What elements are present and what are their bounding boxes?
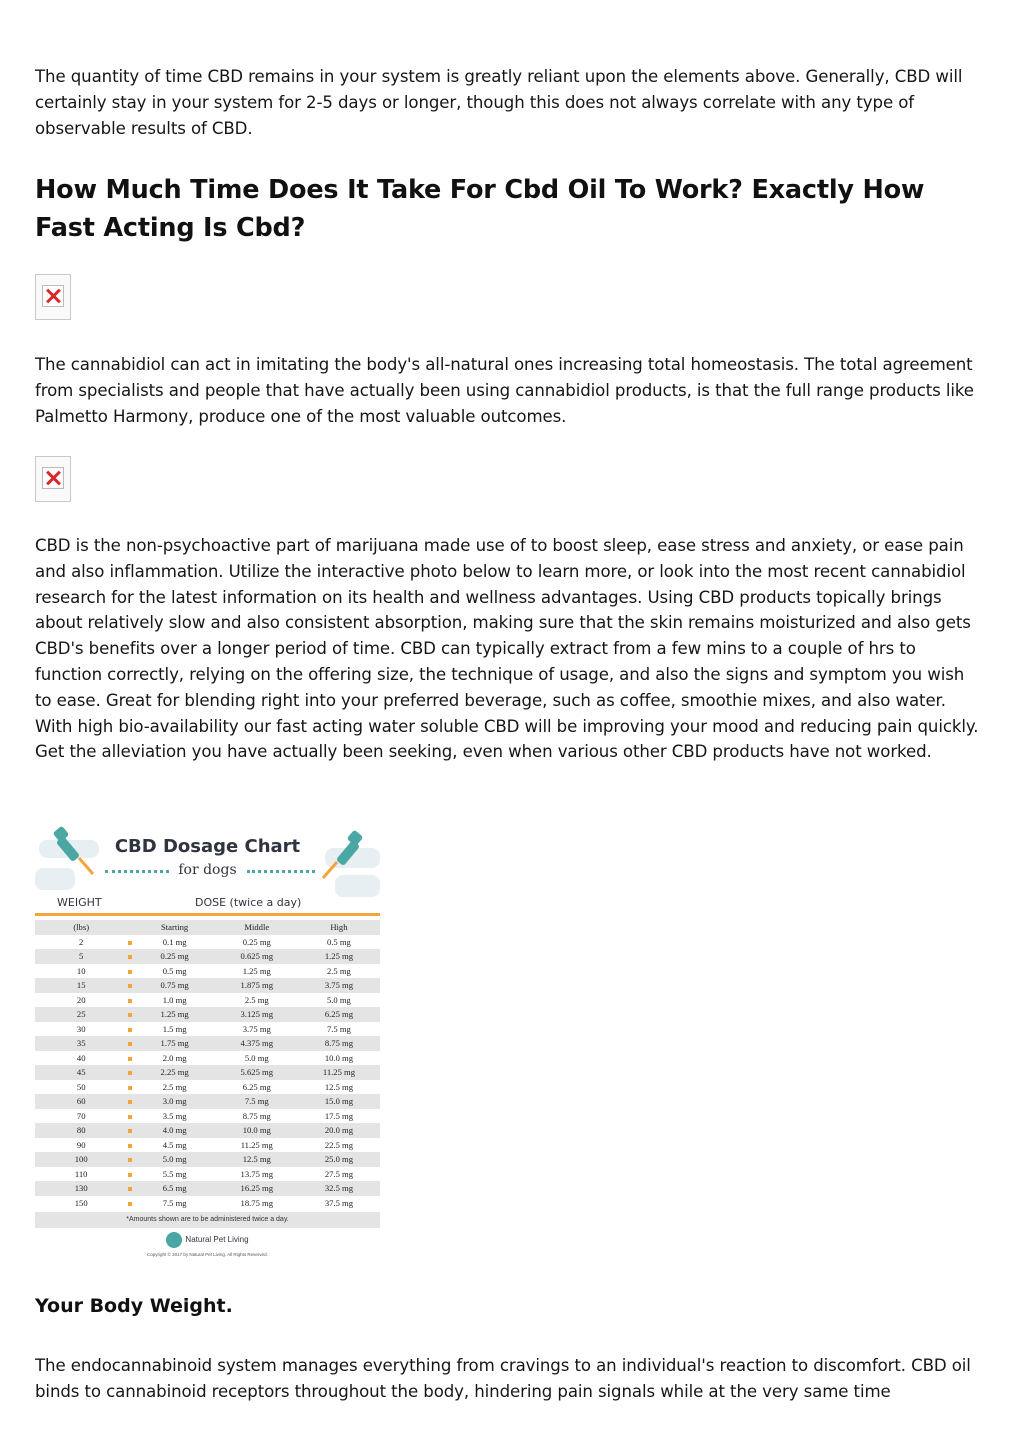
table-cell: 12.5 mg (216, 1152, 298, 1167)
brand-logo-icon (166, 1232, 182, 1248)
table-cell: 5.0 mg (134, 1152, 216, 1167)
table-row (35, 1080, 380, 1095)
table-row (35, 1022, 380, 1037)
section-heading-1: How Much Time Does It Take For Cbd Oil To Work? Exactly How Fast Acting Is Cbd? (35, 175, 925, 243)
table-cell: 8.75 mg (298, 1036, 380, 1051)
table-cell: 60 (35, 1094, 127, 1109)
table-row (35, 949, 380, 964)
table-row (35, 1138, 380, 1153)
table-cell: 150 (74, 1197, 88, 1208)
table-cell: 5.0 mg (244, 1052, 269, 1063)
table-cell: 16.25 mg (216, 1181, 298, 1196)
table-cell: 7.5 mg (162, 1197, 187, 1208)
paragraph-3: CBD is the non-psychoactive part of marijuana made use of to boost sleep, ease stress and anxiety, or ease pain and also inflammation. Utilize the interactive photo below to learn more, or look into the most recent cannabidiol research for the latest information on its health and wellness advantages. Using CBD products topically brings about relatively slow and also consistent absorption, making sure that the skin remains moisturized and also gets CBD's benefits over a longer period of time. CBD can typically extract from a few mins to a couple of hrs to function correctly, relying on the offering size, the technique of usage, and also the signs and symptom you wish to ease. Great for blending right into your preferred beverage, such as coffee, smoothie mixes, and also water. With high bio-availability our fast acting water soluble CBD will be improving your mood and reducing pain quickly. Get the alleviation you have actually been seeking, even when various other CBD products have not worked. (35, 536, 979, 762)
table-row (35, 1065, 380, 1080)
column-header: Middle (216, 920, 298, 935)
table-cell: 20 (76, 994, 86, 1005)
table-cell: 0.1 mg (162, 936, 187, 947)
dosage-table (35, 920, 380, 1210)
table-cell: 8.75 mg (242, 1110, 271, 1121)
table-row (35, 1196, 380, 1211)
table-cell: 37.5 mg (324, 1197, 353, 1208)
table-cell: 40 (76, 1052, 86, 1063)
column-header: Starting (134, 920, 216, 935)
table-cell: 1.75 mg (134, 1036, 216, 1051)
table-cell: 1.0 mg (162, 994, 187, 1005)
brand-name: Natural Pet Living (185, 1235, 249, 1245)
chart-title: CBD Dosage Chart (114, 836, 301, 857)
table-cell: 1.25 mg (134, 1007, 216, 1022)
table-cell: 0.25 mg (134, 949, 216, 964)
table-cell: 50 (76, 1081, 86, 1092)
table-cell: 10.0 mg (216, 1123, 298, 1138)
table-cell: 22.5 mg (324, 1139, 353, 1150)
table-cell: 3.5 mg (162, 1110, 187, 1121)
paragraph-4: The endocannabinoid system manages everything from cravings to an individual's reaction to discomfort. CBD oil binds to cannabinoid receptors throughout the body, hindering pain signals while at the very same time (35, 1356, 971, 1401)
table-cell: 5.5 mg (162, 1168, 187, 1179)
table-row (35, 1109, 380, 1124)
table-cell: 4.375 mg (216, 1036, 298, 1051)
table-cell: 4.5 mg (162, 1139, 187, 1150)
table-cell: 5 (35, 949, 127, 964)
table-cell: 2.25 mg (134, 1065, 216, 1080)
cbd-dosage-chart-image (35, 820, 380, 1265)
table-cell: 1.5 mg (162, 1023, 187, 1034)
table-cell: 1.25 mg (298, 949, 380, 964)
table-cell: 6.25 mg (242, 1081, 271, 1092)
table-cell: 2.0 mg (162, 1052, 187, 1063)
table-cell: 25.0 mg (298, 1152, 380, 1167)
column-header: (lbs) (35, 920, 127, 935)
table-cell: 3.75 mg (242, 1023, 271, 1034)
table-cell: 90 (76, 1139, 86, 1150)
dose-label: DOSE (twice a day) (195, 896, 302, 909)
table-cell: 0.5 mg (162, 965, 187, 976)
table-row (35, 1007, 380, 1022)
table-cell: 3.75 mg (298, 978, 380, 993)
table-cell: 70 (76, 1110, 86, 1121)
header-rule (35, 913, 380, 916)
table-cell: 17.5 mg (324, 1110, 353, 1121)
brand-label (35, 1232, 380, 1248)
table-cell: 2 (79, 936, 84, 947)
table-cell: 3.0 mg (134, 1094, 216, 1109)
table-cell: 11.25 mg (298, 1065, 380, 1080)
table-cell: 10 (76, 965, 86, 976)
weight-label: WEIGHT (57, 896, 102, 909)
table-cell: 13.75 mg (240, 1168, 273, 1179)
table-cell: 20.0 mg (298, 1123, 380, 1138)
table-row (35, 1123, 380, 1138)
table-cell: 15.0 mg (298, 1094, 380, 1109)
table-cell: 18.75 mg (240, 1197, 273, 1208)
table-cell: 1.25 mg (242, 965, 271, 976)
table-row (35, 1181, 380, 1196)
dotted-divider (247, 870, 315, 873)
table-cell: 0.25 mg (242, 936, 271, 947)
table-row (35, 1167, 380, 1182)
table-row (35, 964, 380, 979)
table-row (35, 978, 380, 993)
section-heading-2: Your Body Weight. (35, 1295, 233, 1317)
table-cell: 0.625 mg (216, 949, 298, 964)
table-cell: 5.0 mg (326, 994, 351, 1005)
table-row (35, 935, 380, 950)
table-cell: 15 (35, 978, 127, 993)
table-row (35, 1094, 380, 1109)
table-cell: 6.5 mg (134, 1181, 216, 1196)
column-header: High (298, 920, 380, 935)
table-cell: 12.5 mg (324, 1081, 353, 1092)
chart-footnote: *Amounts shown are to be administered twice a day. (35, 1212, 380, 1228)
table-cell: 80 (35, 1123, 127, 1138)
table-row (35, 993, 380, 1008)
table-row (35, 1051, 380, 1066)
table-cell: 11.25 mg (240, 1139, 273, 1150)
table-cell: 1.875 mg (216, 978, 298, 993)
table-cell: 5.625 mg (216, 1065, 298, 1080)
table-cell: 7.5 mg (326, 1023, 351, 1034)
table-cell: 4.0 mg (134, 1123, 216, 1138)
table-cell: 25 (35, 1007, 127, 1022)
table-cell: 2.5 mg (162, 1081, 187, 1092)
table-cell: 2.5 mg (326, 965, 351, 976)
table-cell: 100 (35, 1152, 127, 1167)
broken-image-icon (35, 456, 71, 502)
paragraph-2: The cannabidiol can act in imitating the body's all-natural ones increasing total homeostasis. The total agreement from specialists and people that have actually been using cannabidiol products, is that the full range products like Palmetto Harmony, produce one of the most valuable outcomes. (35, 355, 974, 426)
table-cell: 0.5 mg (326, 936, 351, 947)
table-cell: 0.75 mg (134, 978, 216, 993)
table-cell: 3.125 mg (216, 1007, 298, 1022)
table-cell: 7.5 mg (216, 1094, 298, 1109)
dotted-divider (105, 870, 169, 873)
table-cell: 32.5 mg (298, 1181, 380, 1196)
table-cell: 30 (76, 1023, 86, 1034)
table-row (35, 1036, 380, 1051)
table-cell: 27.5 mg (324, 1168, 353, 1179)
broken-image-icon (35, 274, 71, 320)
table-cell: 35 (35, 1036, 127, 1051)
table-cell: 110 (74, 1168, 88, 1179)
copyright-text: Copyright © 2017 by Natural Pet Living. All Rights Reserved. (147, 1252, 268, 1257)
table-cell: 45 (35, 1065, 127, 1080)
table-cell: 2.5 mg (244, 994, 269, 1005)
table-cell: 10.0 mg (324, 1052, 353, 1063)
table-cell: 130 (35, 1181, 127, 1196)
paragraph-1: The quantity of time CBD remains in your system is greatly reliant upon the elements above. Generally, CBD will certainly stay in your system for 2-5 days or longer, though this does not always correlate with any type of observable results of CBD. (35, 67, 963, 138)
table-cell: 6.25 mg (298, 1007, 380, 1022)
table-header-row (35, 920, 380, 935)
chart-subtitle: for dogs (178, 862, 237, 878)
table-row (35, 1152, 380, 1167)
